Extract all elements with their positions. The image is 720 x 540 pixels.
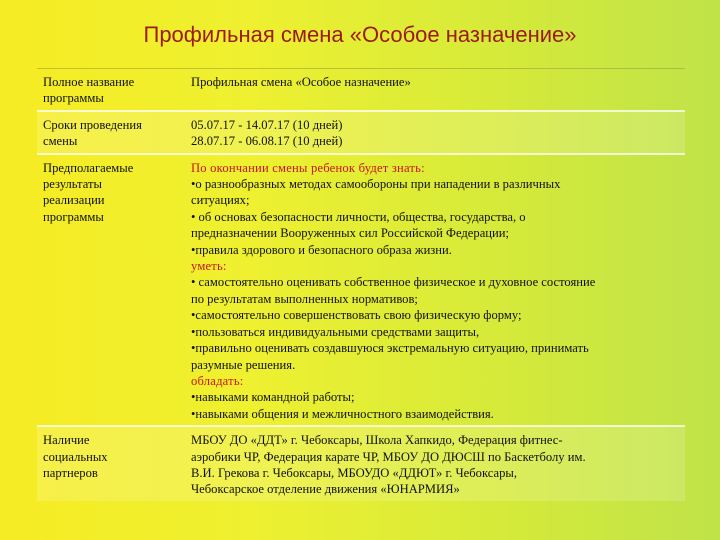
label-line: Сроки проведения: [43, 117, 142, 132]
table-row-results: [37, 154, 685, 427]
table-row-dates: [37, 111, 685, 154]
table-row-program: [37, 69, 685, 111]
slide-title: Профильная смена «Особое назначение»: [143, 22, 577, 47]
value-line: В.И. Грекова г. Чебоксары, МБОУДО «ДДЮТ» г. Чебоксары,: [191, 465, 518, 480]
list-item: •навыками командной работы;: [191, 390, 355, 405]
value-line: 28.07.17 - 06.08.17 (10 дней): [191, 134, 343, 149]
dates-value: [185, 111, 685, 154]
label-line: программы: [43, 209, 104, 224]
label-line: Полное название: [43, 75, 135, 89]
program-info-table: [37, 68, 685, 501]
list-item: •правильно оценивать создавшуюся экстремальную ситуацию, принимать: [191, 341, 589, 356]
results-value: [185, 154, 685, 427]
label-line: Наличие: [43, 433, 90, 448]
label-line: смены: [43, 134, 78, 149]
program-name-value: [185, 69, 685, 111]
list-item: ситуациях;: [191, 193, 250, 208]
value-line: Чебоксарское отделение движения «ЮНАРМИЯ»: [191, 482, 460, 497]
list-item: •о разнообразных методах самообороны при нападении в различных: [191, 177, 561, 192]
list-item: • самостоятельно оценивать собственное физическое и духовное состояние: [191, 275, 596, 290]
value-line: МБОУ ДО «ДДТ» г. Чебоксары, Школа Хапкидо, Федерация фитнес-: [191, 433, 563, 448]
list-item: •самостоятельно совершенствовать свою физическую форму;: [191, 308, 522, 323]
label-line: партнеров: [43, 465, 98, 480]
value-line: Профильная смена «Особое назначение»: [191, 75, 411, 89]
label-line: программы: [43, 91, 104, 106]
list-item: по результатам выполненных нормативов;: [191, 291, 418, 306]
have-heading: обладать:: [191, 373, 244, 388]
list-item: •правила здорового и безопасного образа жизни.: [191, 242, 452, 257]
label-line: результаты: [43, 177, 102, 192]
list-item: •пользоваться индивидуальными средствами защиты,: [191, 324, 480, 339]
partners-value: [185, 426, 685, 501]
know-heading: По окончании смены ребенок будет знать:: [191, 160, 425, 175]
label-line: социальных: [43, 449, 108, 464]
list-item: • об основах безопасности личности, общества, государства, о: [191, 209, 526, 224]
list-item: предназначении Вооруженных сил Российской Федерации;: [191, 226, 510, 241]
dates-label: [37, 111, 185, 154]
label-line: Предполагаемые: [43, 160, 134, 175]
can-heading: уметь:: [191, 259, 227, 274]
list-item: •навыками общения и межличностного взаимодействия.: [191, 406, 494, 421]
value-line: аэробики ЧР, Федерация карате ЧР, МБОУ ДО ДЮСШ по Баскетболу им.: [191, 449, 586, 464]
results-label: [37, 154, 185, 427]
value-line: 05.07.17 - 14.07.17 (10 дней): [191, 117, 343, 132]
partners-label: [37, 426, 185, 501]
table-row-partners: [37, 426, 685, 501]
program-name-label: [37, 69, 185, 111]
label-line: реализации: [43, 193, 105, 208]
list-item: разумные решения.: [191, 357, 296, 372]
